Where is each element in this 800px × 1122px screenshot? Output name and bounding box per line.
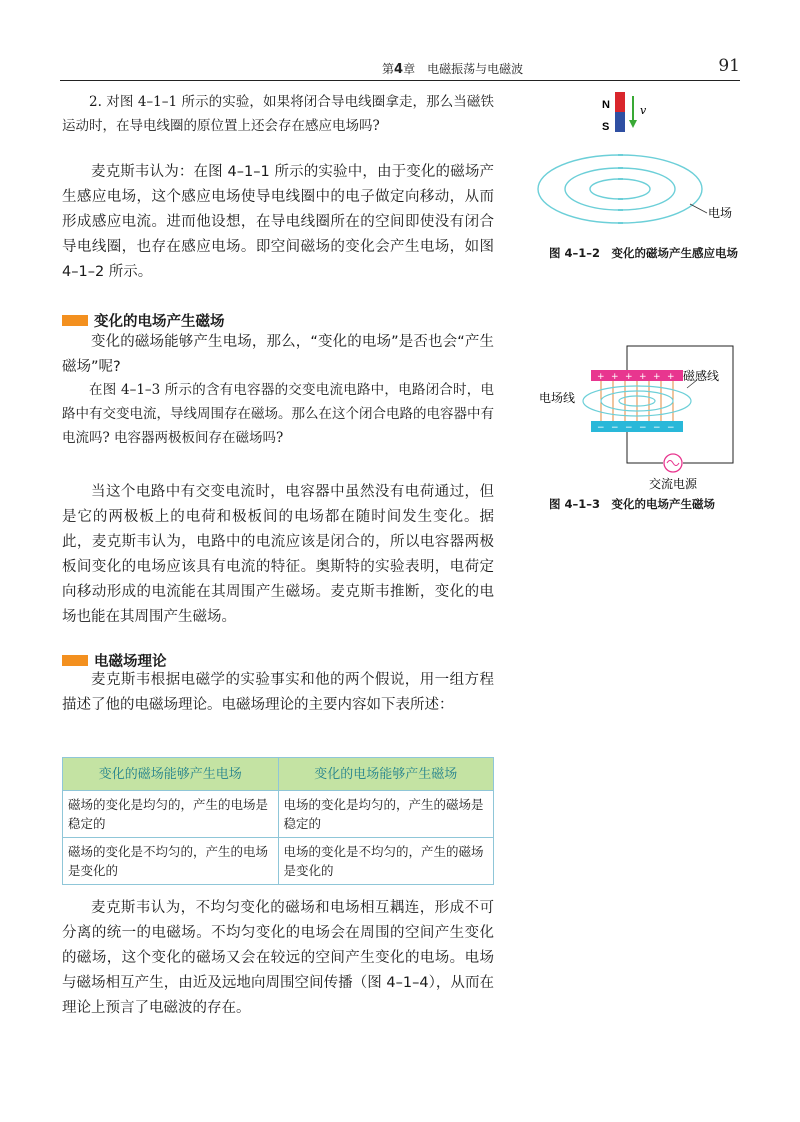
- electric-field-label: 电场线: [539, 391, 576, 405]
- electric-field-lines: [601, 381, 673, 421]
- section-marker: [62, 315, 88, 326]
- em-theory-table: [62, 757, 494, 885]
- paragraph-5: 麦克斯韦认为，不均匀变化的磁场和电场相互耦连，形成不可分离的统一的电磁场。不均匀变化的电场会在周围的空间产生变化的磁场，这个变化的磁场又会在较远的空间产生变化的电场。电场与磁场相互产生，由近及远地向周围空间传播（图 4–1–4），从而在理论上预言了电磁波的存在。: [62, 900, 494, 1016]
- paragraph-3: 当这个电路中有交变电流时，电容器中虽然没有电荷通过，但是它的两极板上的电荷和极板间的电场都在随时间发生变化。据此，麦克斯韦认为，电路中的电流应该是闭合的，所以电容器两极板间变化的电场应该具有电流的特征。奥斯特的实验表明，电荷定向移动形成的电流能在其周围产生磁场。麦克斯韦推断，变化的电场也能在其周围产生磁场。: [62, 484, 494, 625]
- figure-caption-4-1-3: 图 4–1–3 变化的电场产生磁场: [549, 497, 716, 511]
- svg-text:−: −: [597, 423, 605, 433]
- velocity-arrowhead: [629, 120, 637, 128]
- svg-text:+: +: [625, 372, 633, 382]
- magnetic-field-label: 磁感线: [683, 369, 720, 383]
- induced-electric-field-lines: [538, 155, 702, 223]
- section-heading-field-produces-magnetism: 变化的电场产生磁场: [62, 310, 225, 331]
- svg-text:+: +: [597, 372, 605, 382]
- svg-text:−: −: [625, 423, 633, 433]
- field-direction-marks: [618, 154, 623, 224]
- table-cell: 磁场的变化是均匀的，产生的电场是稳定的: [63, 791, 279, 838]
- magnet-s-label: S: [602, 121, 610, 133]
- circuit-wire: [627, 432, 663, 463]
- svg-text:+: +: [611, 372, 619, 382]
- figure-changing-electric-field: [537, 340, 747, 490]
- page-number: 91: [718, 56, 740, 76]
- magnet-n-label: N: [602, 99, 610, 111]
- table-row: [63, 838, 494, 885]
- question-2: 2. 对图 4–1–1 所示的实验，如果将闭合导电线圈拿走，那么当磁铁运动时，在导电线圈的原位置上还会存在感应电场吗?: [62, 94, 494, 134]
- page-header: [60, 58, 740, 81]
- field-ellipse: [565, 168, 675, 210]
- svg-text:+: +: [653, 372, 661, 382]
- field-ellipse: [538, 155, 702, 223]
- circuit-wire: [627, 346, 733, 463]
- paragraph-2: 变化的磁场能够产生电场，那么，“变化的电场”是否也会“产生磁场”呢?: [62, 334, 494, 375]
- chapter-title: 第4章 电磁振荡与电磁波: [382, 62, 524, 77]
- figure-caption-4-1-2: 图 4–1–2 变化的磁场产生感应电场: [549, 246, 739, 260]
- field-ellipse: [590, 179, 650, 199]
- velocity-label: v: [640, 104, 647, 117]
- table-cell: 电场的变化是均匀的，产生的磁场是稳定的: [278, 791, 494, 838]
- field-label-leader: [690, 204, 707, 213]
- table-cell: 电场的变化是不均匀的，产生的磁场是变化的: [278, 838, 494, 885]
- section-marker: [62, 655, 88, 666]
- svg-text:−: −: [653, 423, 661, 433]
- field-label: 电场: [708, 206, 733, 220]
- ac-source-label: 交流电源: [649, 477, 698, 490]
- svg-text:+: +: [667, 372, 675, 382]
- table-header-cell: 变化的磁场能够产生电场: [63, 758, 279, 791]
- magnet-north-pole: [615, 92, 625, 112]
- question-3: 在图 4–1–3 所示的含有电容器的交变电流电路中，电路闭合时，电路中有交变电流，导线周围存在磁场。那么在这个闭合电路的电容器中有电流吗? 电容器两极板间存在磁场吗?: [62, 382, 494, 446]
- svg-text:−: −: [611, 423, 619, 433]
- svg-text:−: −: [667, 423, 675, 433]
- paragraph-1: 麦克斯韦认为：在图 4–1–1 所示的实验中，由于变化的磁场产生感应电场，这个感应电场使导电线圈中的电子做定向移动，从而形成感应电流。进而他设想，在导电线圈所在的空间即使没有闭合导电线圈，也存在感应电场。即空间磁场的变化会产生电场，如图 4–1–2 所示。: [62, 164, 494, 280]
- table-row: [63, 791, 494, 838]
- table-cell: 磁场的变化是不均匀的，产生的电场是变化的: [63, 838, 279, 885]
- table-header-cell: 变化的电场能够产生磁场: [278, 758, 494, 791]
- svg-text:−: −: [639, 423, 647, 433]
- figure-changing-magnetic-field: [535, 92, 745, 242]
- magnet-south-pole: [615, 112, 625, 132]
- paragraph-4: 麦克斯韦根据电磁学的实验事实和他的两个假说，用一组方程描述了他的电磁场理论。电磁场理论的主要内容如下表所述：: [62, 672, 494, 713]
- svg-text:+: +: [639, 372, 647, 382]
- section-heading-em-theory: 电磁场理论: [62, 650, 167, 671]
